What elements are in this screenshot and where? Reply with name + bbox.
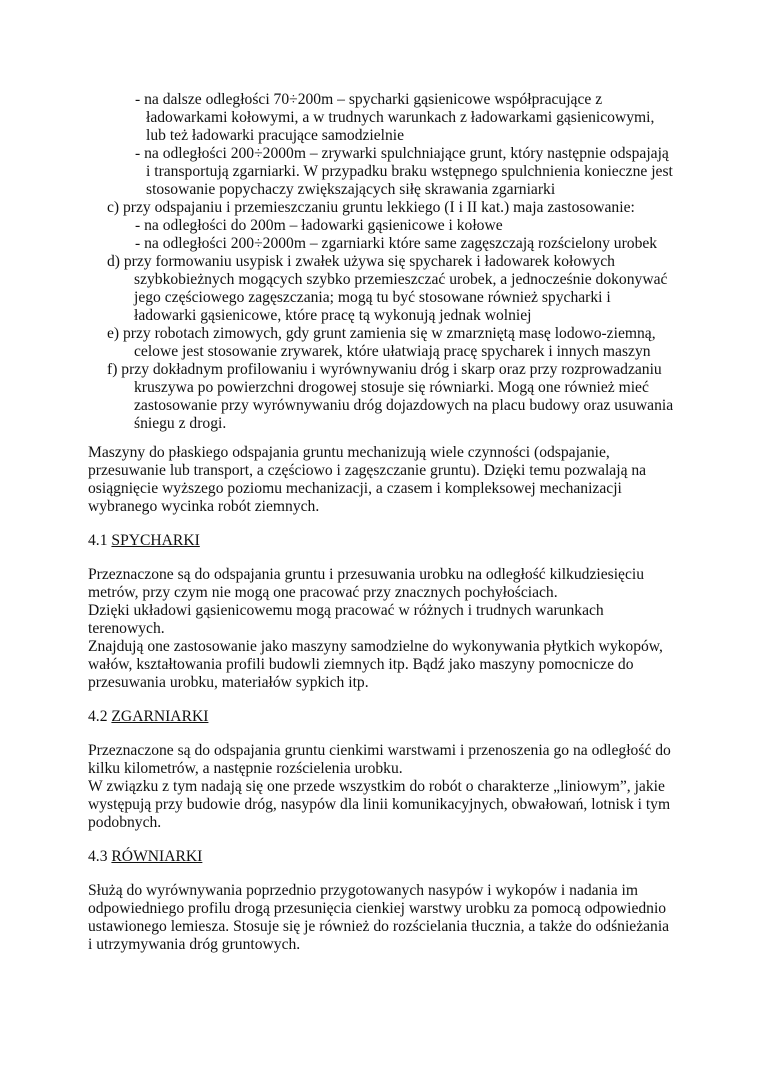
paragraph-line: W związku z tym nadają się one przede wszystkim do robót o charakterze „liniowym”, jakie bbox=[88, 778, 665, 795]
list-line: - na odległości 200÷2000m – zrywarki spulchniające grunt, który następnie odspajają bbox=[135, 145, 669, 162]
paragraph-line: Dzięki układowi gąsienicowemu mogą pracować w różnych i trudnych warunkach bbox=[88, 602, 604, 619]
list-item-c: c) przy odspajaniu i przemieszczaniu gruntu lekkiego (I i II kat.) maja zastosowanie: bbox=[107, 199, 635, 216]
list-line: jego częściowego zagęszczania; mogą tu być stosowane również spycharki i bbox=[134, 289, 611, 306]
section-title: ZGARNIARKI bbox=[111, 708, 209, 725]
paragraph-line: wałów, kształtowania profili budowli ziemnych itp. Bądź jako maszyny pomocnicze do bbox=[88, 656, 634, 673]
paragraph-line: występują przy budowie dróg, nasypów dla linii komunikacyjnych, obwałowań, lotnisk i tym bbox=[88, 796, 671, 813]
section-number: 4.1 bbox=[88, 532, 108, 549]
list-line: szybkobieżnych mogących szybko przemieszczać urobek, a jednocześnie dokonywać bbox=[134, 271, 668, 288]
list-line: stosowanie popychaczy zwiększających siłę skrawania zgarniarki bbox=[146, 181, 556, 198]
paragraph-line: podobnych. bbox=[88, 814, 162, 831]
section-number: 4.3 bbox=[88, 848, 108, 865]
list-item-e: e) przy robotach zimowych, gdy grunt zamienia się w zmarzniętą masę lodowo-ziemną, bbox=[107, 325, 656, 342]
list-line: - na odległości 200÷2000m – zgarniarki które same zagęszczają rozścielony urobek bbox=[135, 235, 658, 252]
section-heading-rowniarki bbox=[88, 848, 202, 866]
paragraph-line: Przeznaczone są do odspajania gruntu i przesuwania urobku na odległość kilkudziesięciu bbox=[88, 566, 644, 583]
list-line: kruszywa po powierzchni drogowej stosuje się równiarki. Mogą one również mieć bbox=[134, 379, 649, 396]
paragraph-line: odpowiedniego profilu drogą przesunięcia cienkiej warstwy urobku za pomocą odpowiednio bbox=[88, 900, 667, 917]
list-line: - na dalsze odległości 70÷200m – spycharki gąsienicowe współpracujące z bbox=[135, 91, 603, 108]
section-number: 4.2 bbox=[88, 708, 108, 725]
section-title: RÓWNIARKI bbox=[111, 848, 203, 865]
paragraph-line: przesuwania urobku, materiałów sypkich itp. bbox=[88, 674, 369, 691]
paragraph-line: kilku kilometrów, a następnie rozścielenia urobku. bbox=[88, 760, 403, 777]
paragraph-line: ustawionego lemiesza. Stosuje się je również do rozścielania tłucznia, a także do odśnieżania bbox=[88, 918, 670, 935]
list-line: celowe jest stosowanie zrywarek, które ułatwiają pracę spycharek i innych maszyn bbox=[134, 343, 651, 360]
paragraph-line: metrów, przy czym nie mogą one pracować przy znacznych pochyłościach. bbox=[88, 584, 558, 601]
section-title: SPYCHARKI bbox=[111, 532, 200, 549]
paragraph-line: Maszyny do płaskiego odspajania gruntu mechanizują wiele czynności (odspajanie, bbox=[88, 444, 610, 461]
paragraph-line: przesuwanie lub transport, a częściowo i zagęszczanie gruntu). Dzięki temu pozwalają na bbox=[88, 462, 647, 479]
list-line: lub też ładowarki pracujące samodzielnie bbox=[146, 127, 405, 144]
list-line: - na odległości do 200m – ładowarki gąsienicowe i kołowe bbox=[135, 217, 503, 234]
section-heading-zgarniarki bbox=[88, 708, 208, 726]
list-line: ładowarkami kołowymi, a w trudnych warunkach z ładowarkami gąsienicowymi, bbox=[146, 109, 655, 126]
paragraph-line: wybranego wycinka robót ziemnych. bbox=[88, 498, 320, 515]
list-line: zastosowanie przy wyrównywaniu dróg dojazdowych na placu budowy oraz usuwania bbox=[134, 397, 674, 414]
paragraph-line: terenowych. bbox=[88, 620, 165, 637]
paragraph-line: Służą do wyrównywania poprzednio przygotowanych nasypów i wykopów i nadania im bbox=[88, 882, 638, 899]
list-item-d: d) przy formowaniu usypisk i zwałek używa się spycharek i ładowarek kołowych bbox=[107, 253, 615, 270]
paragraph-line: osiągnięcie wyższego poziomu mechanizacji, a czasem i kompleksowej mechanizacji bbox=[88, 480, 622, 497]
list-line: śniegu z drogi. bbox=[134, 415, 227, 432]
paragraph-line: Znajdują one zastosowanie jako maszyny samodzielne do wykonywania płytkich wykopów, bbox=[88, 638, 663, 655]
list-line: i transportują zgarniarki. W przypadku braku wstępnego spulchnienia konieczne jest bbox=[146, 163, 673, 180]
section-heading-spycharki bbox=[88, 532, 200, 550]
paragraph-line: Przeznaczone są do odspajania gruntu cienkimi warstwami i przenoszenia go na odległość do bbox=[88, 742, 671, 759]
paragraph-line: i utrzymywania dróg gruntowych. bbox=[88, 936, 301, 953]
list-item-f: f) przy dokładnym profilowaniu i wyrównywaniu dróg i skarp oraz przy rozprowadzaniu bbox=[107, 361, 662, 378]
list-line: ładowarki gąsienicowe, które pracę tą wykonują jednak wolniej bbox=[134, 307, 532, 324]
